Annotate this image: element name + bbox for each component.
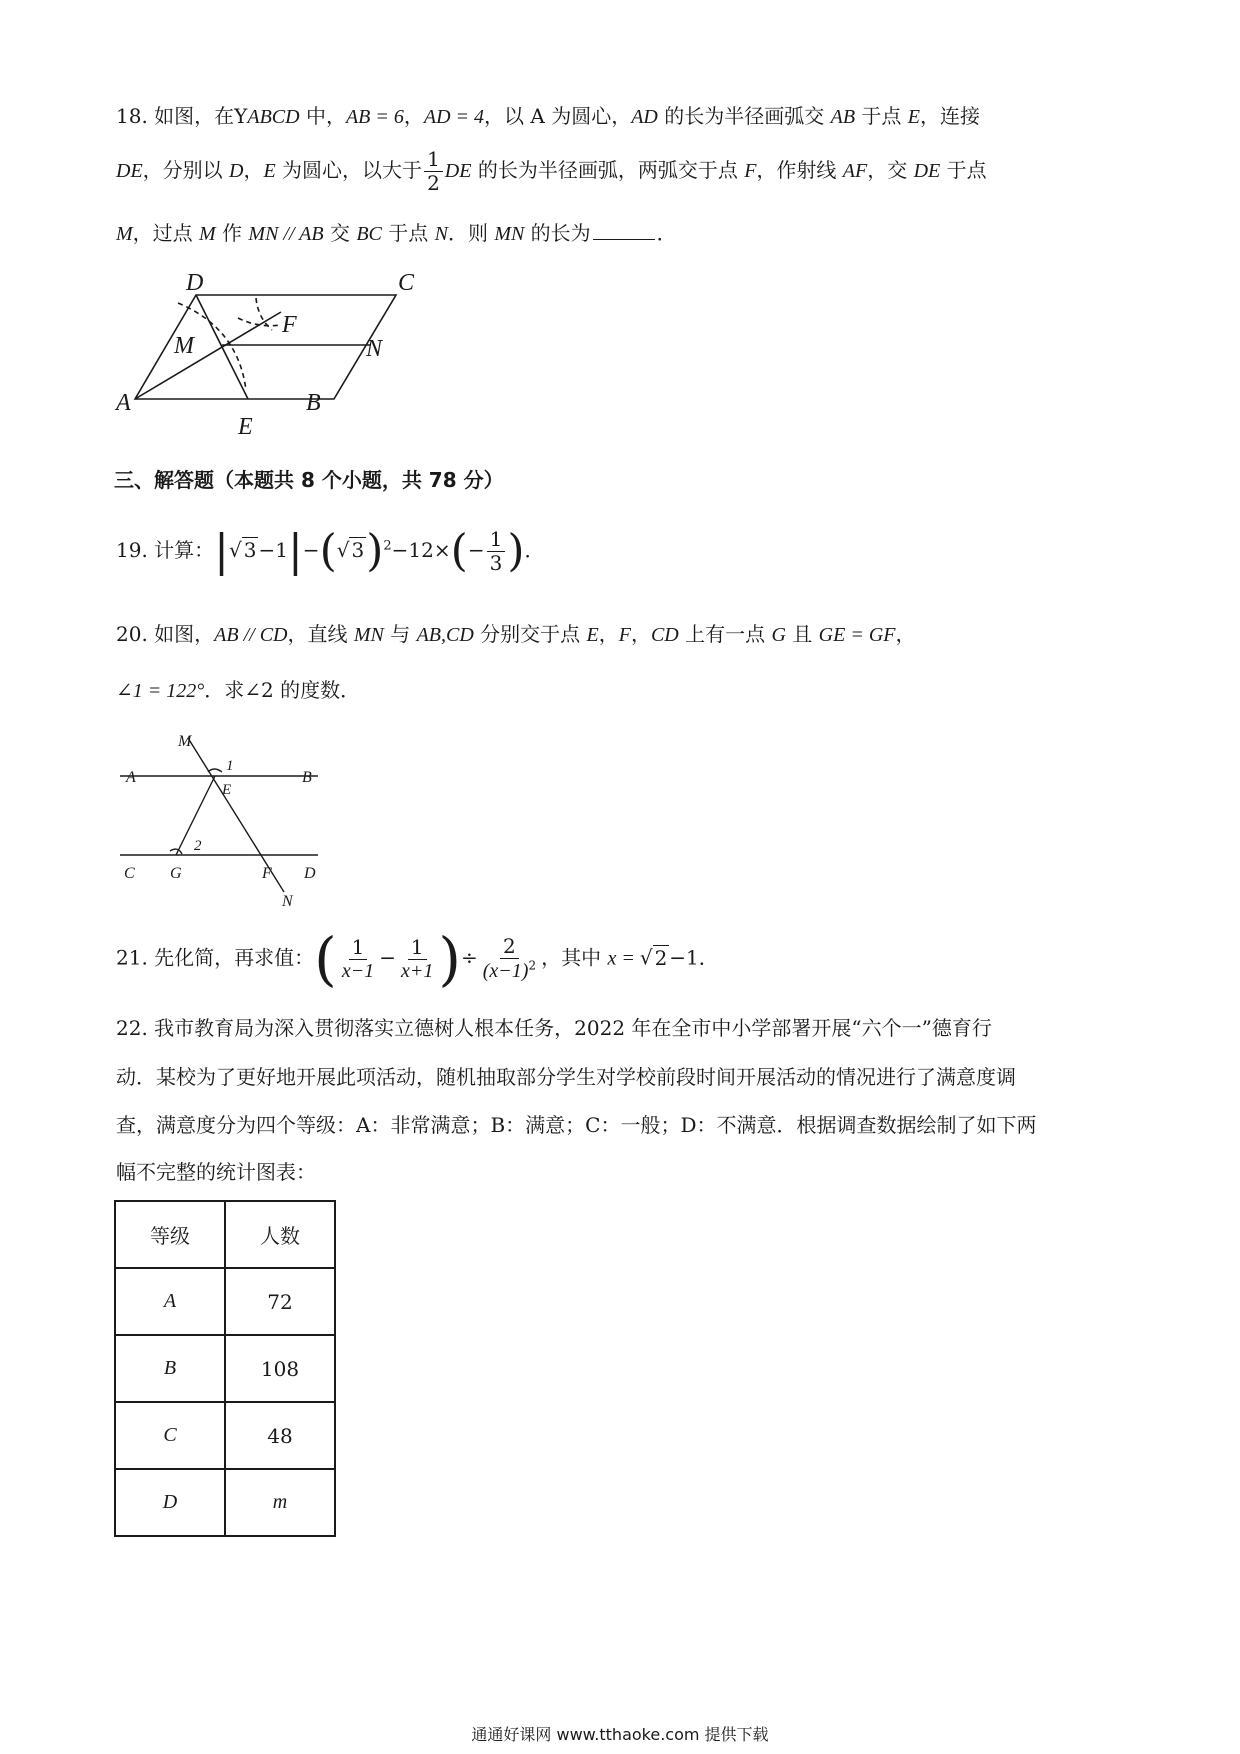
satisfaction-table <box>114 1200 336 1537</box>
half-fraction: $\frac{1}{2}$ <box>424 148 443 195</box>
q19-number: 19. <box>116 538 155 562</box>
label-a: A <box>126 769 136 786</box>
label-m: M <box>178 733 192 750</box>
label-n: N <box>282 893 293 910</box>
table-header: 人数 <box>225 1201 335 1268</box>
label-d: D <box>186 270 204 296</box>
q20-parallel-lines-figure <box>112 728 332 910</box>
q20-number: 20. <box>116 622 155 646</box>
q18-line-3: M，过点 M 作 MN // AB 交 BC 于点 N．则 MN 的长为 ． <box>116 221 677 245</box>
answer-blank <box>593 239 655 240</box>
q20-line-2: ∠1 = 122°．求∠2 的度数． <box>116 678 361 702</box>
label-e: E <box>222 782 232 798</box>
label-n: N <box>366 336 383 362</box>
angle-2-arc <box>170 849 182 854</box>
table-cell: A <box>115 1268 225 1335</box>
q18-parallelogram-figure <box>108 268 428 448</box>
angle-1-arc <box>208 769 222 772</box>
table-row <box>115 1469 335 1536</box>
label-c: C <box>124 865 135 882</box>
label-e: E <box>238 414 253 440</box>
table-cell: B <box>115 1335 225 1402</box>
label-f: F <box>282 312 297 338</box>
q22-line-2: 动．某校为了更好地开展此项活动，随机抽取部分学生对学校前段时间开展活动的情况进行了满意度调 <box>116 1065 1016 1089</box>
section-3-heading: 三、解答题（本题共 8 个小题，共 78 分） <box>114 468 504 492</box>
q19-fraction: $\frac{1}{3}$ <box>487 528 506 575</box>
table-row <box>115 1335 335 1402</box>
label-d: D <box>304 865 316 882</box>
label-c: C <box>398 270 415 296</box>
label-b: B <box>302 769 312 786</box>
page-footer: 通通好课网 www.tthaoke.com 提供下载 <box>471 1725 769 1744</box>
label-f: F <box>262 865 272 882</box>
q22-number: 22. <box>116 1016 155 1040</box>
label-m: M <box>174 333 194 359</box>
table-cell: 108 <box>225 1335 335 1402</box>
table-cell: 72 <box>225 1268 335 1335</box>
segment-de <box>196 295 248 399</box>
parallelogram-symbol: Y <box>234 104 248 128</box>
table-row <box>115 1268 335 1335</box>
q22-line-1: 22. 我市教育局为深入贯彻落实立德树人根本任务，2022 年在全市中小学部署开展“六个一”德育行 <box>116 1016 992 1040</box>
q18-number: 18. <box>116 104 155 128</box>
q19-line: 19. 计算：|√ 3 −1|−(√ 3)$^2$−12×(− $\frac{1}{3}$ )． <box>116 525 545 577</box>
table-cell: 48 <box>225 1402 335 1469</box>
q20-line-1: 20. 如图，AB // CD，直线 MN 与 AB,CD 分别交于点 E，F，CD 上有一点 G 且 GE = GF， <box>116 622 916 646</box>
table-header: 等级 <box>115 1201 225 1268</box>
table-row <box>115 1402 335 1469</box>
q18-line-2: DE，分别以 D，E 为圆心，以大于 $\frac{1}{2}$ DE 的长为半径画弧，两弧交于点 F，作射线 AF，交 DE 于点 <box>116 147 987 195</box>
label-g: G <box>170 865 182 882</box>
label-a: A <box>116 390 131 416</box>
table-cell: D <box>115 1469 225 1536</box>
table-cell: m <box>225 1469 335 1536</box>
label-angle-2: 2 <box>194 838 202 854</box>
table-cell: C <box>115 1402 225 1469</box>
label-angle-1: 1 <box>226 758 234 774</box>
q22-line-3: 查，满意度分为四个等级：A：非常满意；B：满意；C：一般；D：不满意．根据调查数据绘制了如下两 <box>116 1113 1037 1137</box>
q22-line-4: 幅不完整的统计图表： <box>116 1160 316 1184</box>
q21-number: 21. <box>116 945 155 970</box>
q21-line: 21. 先化简，再求值：( $\frac{1}{x-1}$ − $\frac{1}{x+1}$ )÷ $\frac{2}{(x-1)^2}$ ，其中 x = √ 2 −1． <box>116 925 719 993</box>
table-header-row <box>115 1201 335 1268</box>
label-b: B <box>306 390 321 416</box>
q18-line-1: 18. 如图，在YABCD 中，AB = 6，AD = 4，以 A 为圆心，AD 的长为半径画弧交 AB 于点 E，连接 <box>116 104 980 128</box>
arc-f-1 <box>238 318 280 326</box>
